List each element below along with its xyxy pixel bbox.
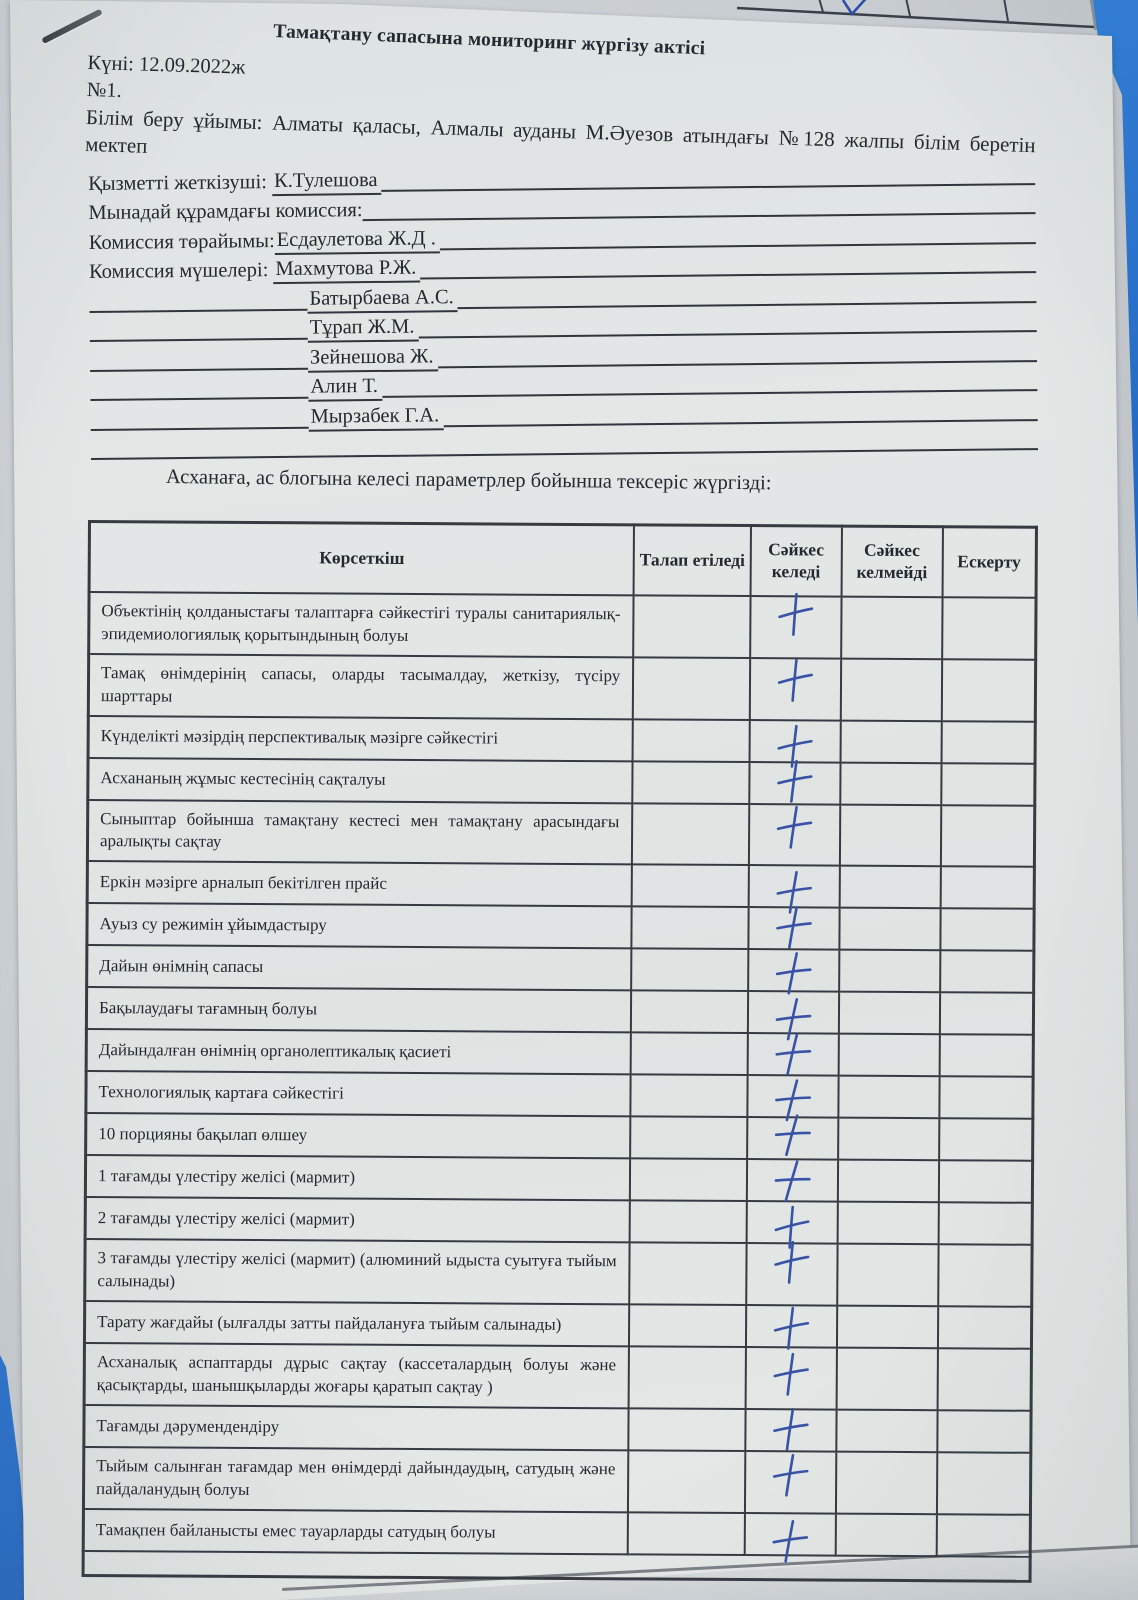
cell-eskertu [938,1161,1032,1204]
cell-saikes-kelmeidi [837,1306,938,1349]
rule-line [89,308,307,312]
cell-saikes-kelmeidi [841,596,942,658]
cell-saikes-keledi [749,865,840,908]
table-row [86,987,1033,1035]
plus-mark-icon [770,1304,813,1352]
cell-saikes-keledi [749,804,840,866]
row-label: 2 тағамды үлестіру желісі (мармит) [85,1197,630,1242]
table-row [84,1405,1031,1453]
table-row [88,716,1035,764]
plus-mark-icon [770,1238,814,1287]
commission-members [89,276,1037,433]
member-name: Зейнешова Ж. [308,345,438,372]
cell-saikes-kelmeidi [836,1348,937,1410]
cell-eskertu [938,1306,1032,1349]
cell-saikes-kelmeidi [837,1202,938,1245]
members-label: Комиссия мүшелері: [88,259,269,283]
table-row [83,1447,1030,1515]
plus-mark-icon [773,950,814,997]
cell-saikes-kelmeidi [841,658,942,720]
row-label: Сыныптар бойынша тамақтану кестесі мен тамақтану арасындағы аралықты сақтау [87,800,632,865]
row-label: 3 тағамды үлестіру желісі (мармит) (алюминий ыдыста суытуға тыйым салынады) [85,1239,630,1304]
table-row [85,1155,1032,1203]
cell-saikes-keledi [747,1033,838,1076]
cell-talap-etiledi [631,1033,748,1076]
row-label: Асханалық аспаптарды дұрыс сақтау (кассеталардың болуы және қасықтарды, шанышқыларды жоғары қаратып сақтау ) [84,1343,629,1408]
cell-talap-etiledi [632,907,749,950]
cell-eskertu [939,1119,1033,1162]
cell-saikes-kelmeidi [838,1034,939,1077]
table-row [87,861,1034,909]
cell-saikes-kelmeidi [838,1118,939,1161]
plus-mark-icon [774,905,814,951]
row-label: Бақылаудағы тағамның болуы [86,987,631,1032]
plus-mark-icon [770,1351,812,1399]
cell-talap-etiledi [629,1347,746,1410]
provider-name: К.Тулешова [272,168,382,195]
cell-saikes-kelmeidi [838,1076,939,1119]
cell-talap-etiledi [630,1117,747,1160]
intro-line: Асханаға, ас блогына келесі параметрлер бойынша тексеріс жүргізді: [165,466,772,495]
row-label: Тыйым салынған тағамдар мен өнімдерді дайындаудың, сатудың және пайдаланудың болуы [83,1447,628,1512]
plus-mark-icon [770,1518,810,1564]
cell-saikes-kelmeidi [840,720,941,763]
cell-eskertu [938,1245,1032,1307]
cell-saikes-keledi [750,658,841,720]
cell-eskertu [938,1203,1032,1246]
cell-talap-etiledi [630,1159,747,1202]
plus-mark-icon [774,803,815,850]
cell-saikes-keledi [748,949,839,992]
row-label: Дайын өнімнің сапасы [87,945,632,990]
header-row [89,522,1036,598]
cell-saikes-keledi [748,991,839,1034]
cell-talap-etiledi [632,865,749,908]
plus-mark-icon [774,589,818,639]
cell-eskertu [937,1410,1031,1453]
cell-saikes-keledi [746,1243,837,1305]
checklist-table [82,520,1038,1583]
row-label: 1 тағамды үлестіру желісі (мармит) [85,1155,630,1200]
cell-eskertu [940,909,1034,952]
cell-talap-etiledi [628,1512,745,1555]
member-name: Тұрап Ж.М. [308,316,419,343]
cell-eskertu [942,597,1036,659]
row-label: Ауыз су режимін ұйымдастыру [87,903,632,948]
cell-saikes-kelmeidi [840,762,941,805]
table-row [87,800,1034,868]
act-number: №1. [86,78,123,103]
member-name: Алин Т. [308,375,382,402]
table-row [86,1029,1033,1077]
cell-talap-etiledi [631,949,748,992]
page-title: Тамақтану сапасына мониторинг жүргізу актісі [272,20,706,60]
cell-eskertu [939,1077,1033,1120]
column-header: Сәйкес келеді [750,526,841,597]
date-line: Күні: 12.09.2022ж [87,51,246,79]
cell-saikes-kelmeidi [840,804,941,866]
cell-saikes-keledi [746,1201,837,1244]
table-row [86,1071,1033,1119]
cell-saikes-kelmeidi [839,950,940,993]
rule-line [90,338,308,342]
cell-saikes-kelmeidi [838,1160,939,1203]
cell-eskertu [940,805,1034,867]
cell-eskertu [940,951,1034,994]
cell-talap-etiledi [629,1305,746,1348]
cell-saikes-kelmeidi [835,1514,936,1557]
table-row [84,1343,1031,1411]
cell-saikes-keledi [750,596,841,658]
cell-talap-etiledi [630,1201,747,1244]
plus-mark-icon [772,1031,815,1079]
row-label: Күнделікті мәзірдің перспективалық мәзірге сәйкестігі [88,716,633,761]
cell-eskertu [937,1452,1031,1514]
cell-saikes-keledi [747,1117,838,1160]
table-row [89,592,1036,660]
table-row [85,1239,1032,1307]
table-row [84,1301,1031,1349]
cell-eskertu [937,1348,1031,1410]
cell-talap-etiledi [633,657,750,720]
cell-saikes-keledi [747,1159,838,1202]
table-row [87,945,1034,993]
member-name: Мырзабек Г.А. [308,404,443,431]
rule-line [90,397,308,401]
rule-line [90,367,308,371]
row-label: 10 порцияны бақылап өлшеу [86,1113,631,1158]
row-label: Технологиялық картаға сәйкестігі [86,1071,631,1116]
cell-eskertu [941,659,1035,721]
cell-saikes-keledi [745,1409,836,1452]
cell-eskertu [940,867,1034,910]
rule-line [91,426,309,430]
commission-intro: Мынадай құрамдағы комиссия: [88,199,363,224]
column-header: Талап етіледі [634,525,751,596]
rule-line [91,448,1038,460]
cell-talap-etiledi [633,719,750,762]
cell-talap-etiledi [631,1075,748,1118]
cell-saikes-keledi [746,1305,837,1348]
cell-eskertu [941,763,1035,806]
cell-talap-etiledi [629,1408,746,1451]
chair-name: Есдаулетова Ж.Д . [275,227,440,255]
row-label: Тамақпен байланысты емес тауарларды сатудың болуы [83,1509,628,1554]
organization-line: Білім беру ұйымы: Алматы қаласы, Алмалы ауданы М.Әуезов атындағы №128 жалпы білім беретін мектеп [84,104,1036,158]
plus-mark-icon [774,655,818,704]
cell-eskertu [939,1035,1033,1078]
cell-talap-etiledi [629,1243,746,1306]
cell-saikes-kelmeidi [839,992,940,1035]
cell-saikes-kelmeidi [839,908,940,951]
row-label: Еркін мәзірге арналып бекітілген прайс [87,861,632,906]
row-label: Тамақ өнімдерінің сапасы, оларды тасымалдау, жеткізу, түсіру шарттары [88,654,633,719]
cell-saikes-keledi [748,907,839,950]
plus-mark-icon [770,1157,815,1207]
plus-mark-icon [774,757,816,805]
cell-saikes-kelmeidi [837,1244,938,1306]
cell-saikes-keledi [745,1347,836,1409]
row-label: Асхананың жұмыс кестесінің сақталуы [88,758,633,803]
cell-talap-etiledi [632,761,749,804]
cell-saikes-keledi [749,762,840,805]
cell-eskertu [936,1514,1030,1557]
column-header: Сәйкес келмейді [841,526,942,597]
table-row [88,758,1035,806]
row-label: Дайындалған өнімнің органолептикалық қасиеті [86,1029,631,1074]
cell-eskertu [939,993,1033,1036]
plus-mark-icon [770,1452,811,1498]
cell-saikes-kelmeidi [836,1410,937,1453]
table-row [88,654,1035,722]
cell-saikes-keledi [749,720,840,763]
row-label: Объектінің қолданыстағы талаптарға сәйкестігі туралы санитариялық-эпидемиологиялық қорытындының болуы [89,592,634,657]
provider-label: Қызметті жеткізуші: [88,170,268,195]
column-header: Ескерту [942,527,1036,598]
plus-mark-icon [770,1406,811,1453]
member-name: Махмутова Р.Ж. [273,257,420,285]
cell-talap-etiledi [628,1450,745,1513]
checklist-table-wrap [82,520,1038,1583]
member-name: Батырбаева А.С. [307,286,458,314]
cell-saikes-keledi [745,1451,836,1513]
commission-block [88,158,1038,463]
cell-saikes-kelmeidi [836,1452,937,1514]
cell-talap-etiledi [631,991,748,1034]
table-row [83,1509,1030,1557]
checklist-body [83,592,1036,1582]
cell-saikes-keledi [745,1513,836,1556]
row-label: Тағамды дәрумендендіру [84,1405,629,1450]
row-label: Тарату жағдайы (ылғалды затты пайдалануға тыйым салынады) [84,1301,629,1346]
cell-eskertu [941,721,1035,764]
cell-talap-etiledi [632,803,749,866]
table-row [87,903,1034,951]
plus-mark-icon [770,1111,814,1161]
table-row [85,1197,1032,1245]
table-row [86,1113,1033,1161]
cell-talap-etiledi [633,595,750,658]
cell-saikes-kelmeidi [839,866,940,909]
chair-label: Комиссия төрайымы: [88,229,275,254]
column-header: Көрсеткіш [89,522,634,596]
